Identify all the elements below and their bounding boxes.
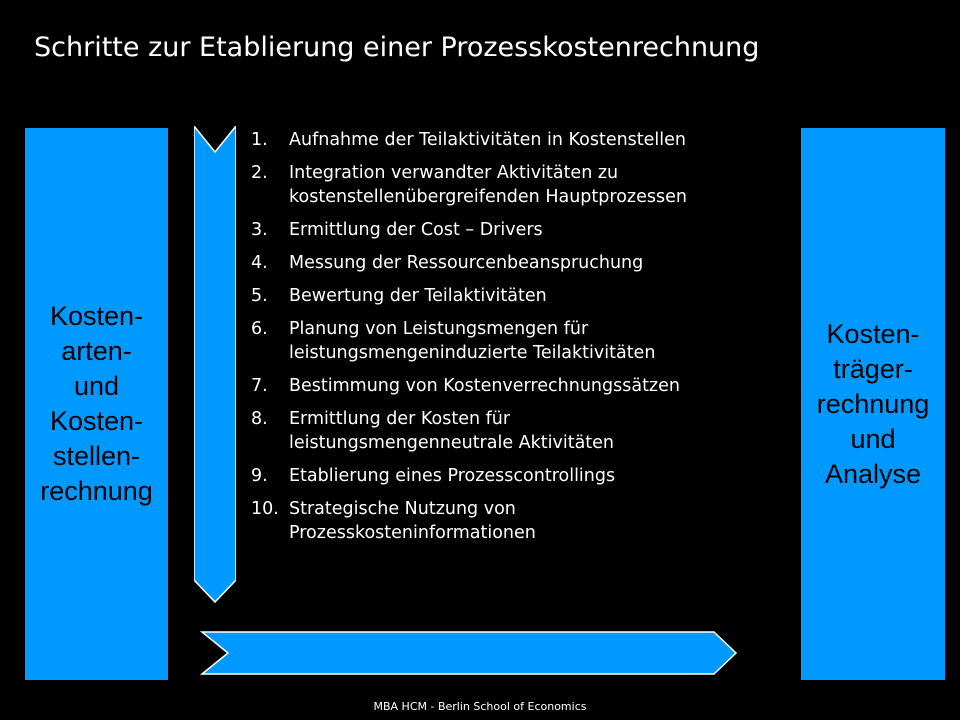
step-text: Strategische Nutzung von Prozesskosteninformationen [289,499,536,543]
step-number: 10. [251,499,279,519]
left-box-cost-accounting: Kosten- arten- und Kosten- stellen- rechnung [25,128,168,680]
step-number: 7. [251,376,268,396]
step-item [251,128,791,152]
step-text: Bewertung der Teilaktivitäten [289,286,547,306]
step-number: 5. [251,286,268,306]
step-number: 1. [251,130,268,150]
step-item [251,497,791,545]
steps-list [251,128,791,554]
step-text: Planung von Leistungsmengen für leistungsmengeninduzierte Teilaktivitäten [289,319,656,363]
step-number: 9. [251,466,268,486]
step-text: Bestimmung von Kostenverrechnungssätzen [289,376,680,396]
step-number: 3. [251,220,268,240]
step-text: Aufnahme der Teilaktivitäten in Kostenstellen [289,130,687,150]
step-number: 8. [251,409,268,429]
step-text: Ermittlung der Kosten für leistungsmengenneutrale Aktivitäten [289,409,615,453]
step-item [251,407,791,455]
step-number: 4. [251,253,268,273]
footer-text: MBA HCM - Berlin School of Economics [373,700,587,713]
step-item [251,218,791,242]
step-text: Etablierung eines Prozesscontrollings [289,466,616,486]
step-item [251,317,791,365]
right-arrow-shape [200,630,740,676]
right-box-cost-unit-accounting: Kosten- träger- rechnung und Analyse [801,128,945,680]
step-text: Ermittlung der Cost – Drivers [289,220,543,240]
slide-title: Schritte zur Etablierung einer Prozesskostenrechnung [34,32,760,63]
step-item [251,374,791,398]
step-number: 6. [251,319,268,339]
step-text: Integration verwandter Aktivitäten zu kostenstellenübergreifenden Hauptprozessen [289,163,687,207]
step-item [251,464,791,488]
step-number: 2. [251,163,268,183]
step-item [251,161,791,209]
step-item [251,251,791,275]
step-item [251,284,791,308]
down-arrow-shape [194,126,236,604]
step-text: Messung der Ressourcenbeanspruchung [289,253,644,273]
